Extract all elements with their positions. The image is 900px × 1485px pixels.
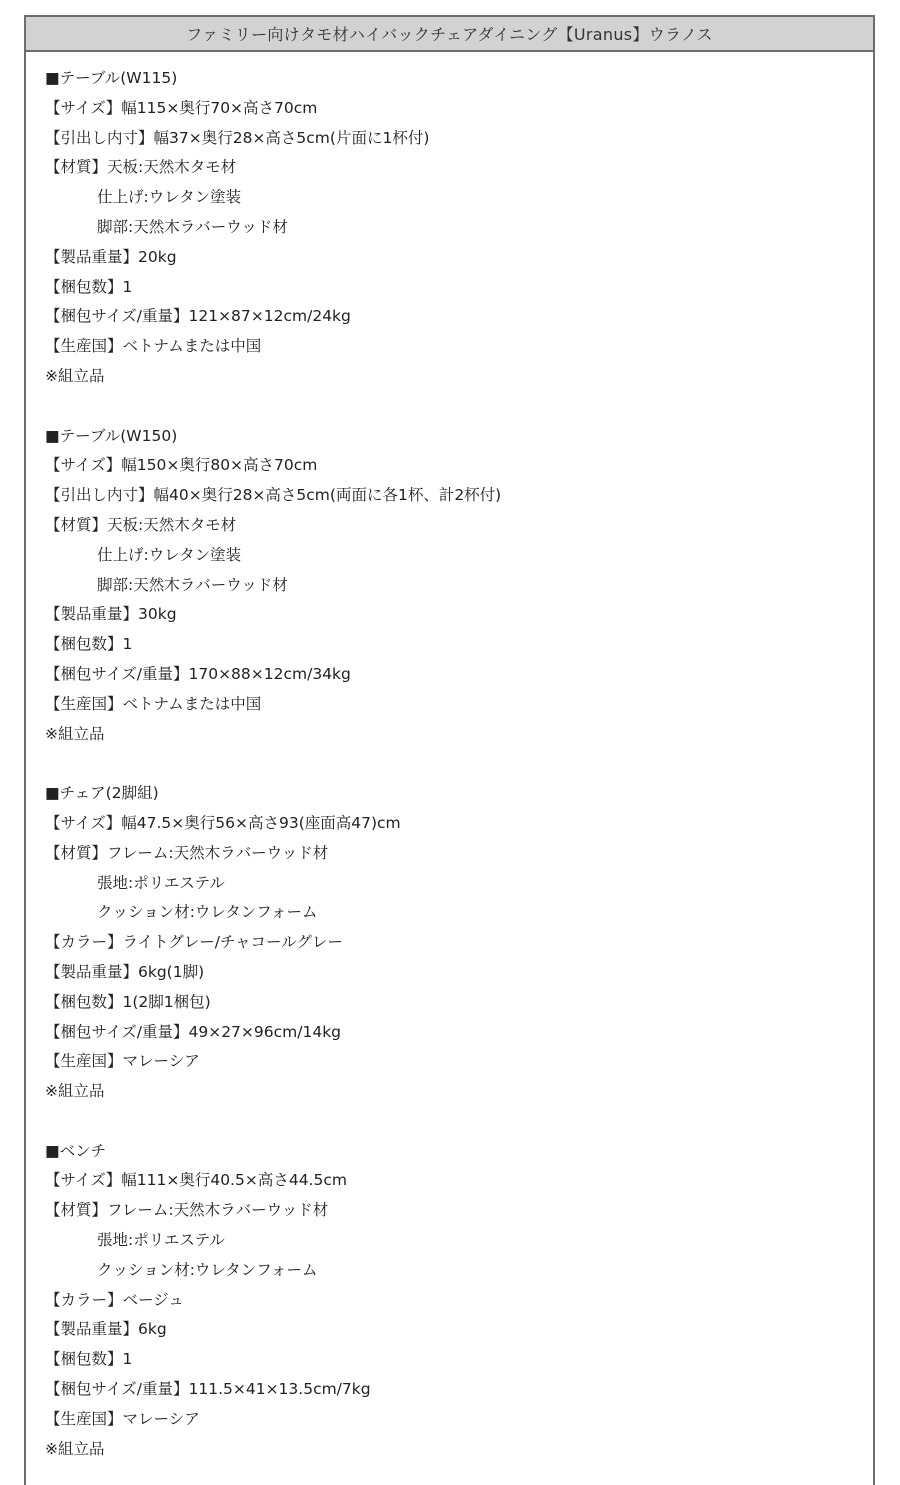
spec-line: 【引出し内寸】幅40×奥行28×高さ5cm(両面に各1杯、計2杯付) (45, 486, 502, 505)
spec-line: 【梱包数】1 (45, 635, 133, 654)
section-heading: ■チェア(2脚組) (45, 784, 159, 803)
spec-body (26, 52, 873, 1464)
spec-line: 【生産国】マレーシア (45, 1052, 200, 1071)
spec-line: 【梱包数】1 (45, 277, 133, 296)
spec-line: ※組立品 (45, 724, 105, 743)
spec-line: 【サイズ】幅47.5×奥行56×高さ93(座面高47)cm (45, 813, 401, 832)
spec-section-table-w115 (45, 64, 873, 392)
spec-line: 【製品重量】30kg (45, 605, 177, 624)
spec-line: 【サイズ】幅115×奥行70×高さ70cm (45, 98, 318, 117)
spec-line: 【梱包サイズ/重量】49×27×96cm/14kg (45, 1022, 342, 1041)
spec-section-bench (45, 1137, 873, 1465)
spec-line: 【製品重量】6kg(1脚) (45, 962, 205, 981)
spec-line: ※組立品 (45, 1082, 105, 1101)
spec-line: 【製品重量】6kg (45, 1320, 167, 1339)
spec-line: クッション材:ウレタンフォーム (97, 1260, 318, 1279)
page-title: ファミリー向けタモ材ハイバックチェアダイニング【Uranus】ウラノス (186, 25, 713, 44)
spec-header (26, 17, 873, 52)
spec-line: 【材質】天板:天然木タモ材 (45, 515, 237, 534)
spec-line: 【梱包サイズ/重量】170×88×12cm/34kg (45, 664, 351, 683)
spec-line: 【梱包サイズ/重量】111.5×41×13.5cm/7kg (45, 1380, 371, 1399)
section-heading: ■テーブル(W115) (45, 69, 178, 87)
spec-line: 【梱包サイズ/重量】121×87×12cm/24kg (45, 307, 351, 326)
spec-line: 張地:ポリエステル (97, 873, 225, 892)
spec-line: ※組立品 (45, 1439, 105, 1458)
spec-line: 【材質】フレーム:天然木ラバーウッド材 (45, 1201, 329, 1220)
section-heading: ■ベンチ (45, 1141, 107, 1160)
spec-section-chair (45, 779, 873, 1107)
spec-line: 【生産国】マレーシア (45, 1409, 200, 1428)
spec-line: 【材質】フレーム:天然木ラバーウッド材 (45, 843, 329, 862)
spec-line: 【製品重量】20kg (45, 247, 177, 266)
spec-line: 仕上げ:ウレタン塗装 (97, 188, 242, 207)
spec-line: 【サイズ】幅150×奥行80×高さ70cm (45, 456, 318, 475)
spec-line: 仕上げ:ウレタン塗装 (97, 545, 242, 564)
spec-section-table-w150 (45, 422, 873, 750)
spec-line: 張地:ポリエステル (97, 1231, 225, 1250)
spec-line: 脚部:天然木ラバーウッド材 (97, 217, 288, 236)
spec-line: ※組立品 (45, 366, 105, 385)
spec-line: 【生産国】ベトナムまたは中国 (45, 337, 262, 356)
spec-line: 脚部:天然木ラバーウッド材 (97, 575, 288, 594)
spec-line: 【梱包数】1(2脚1梱包) (45, 992, 211, 1011)
spec-line: 【サイズ】幅111×奥行40.5×高さ44.5cm (45, 1171, 347, 1190)
spec-panel (24, 15, 875, 1485)
spec-line: 【生産国】ベトナムまたは中国 (45, 694, 262, 713)
section-heading: ■テーブル(W150) (45, 426, 178, 445)
spec-line: 【梱包数】1 (45, 1350, 133, 1369)
spec-line: 【カラー】ベージュ (45, 1290, 184, 1309)
spec-line: 【引出し内寸】幅37×奥行28×高さ5cm(片面に1杯付) (45, 128, 430, 147)
spec-line: 【材質】天板:天然木タモ材 (45, 158, 237, 177)
spec-line: 【カラー】ライトグレー/チャコールグレー (45, 933, 343, 952)
spec-line: クッション材:ウレタンフォーム (97, 903, 318, 922)
